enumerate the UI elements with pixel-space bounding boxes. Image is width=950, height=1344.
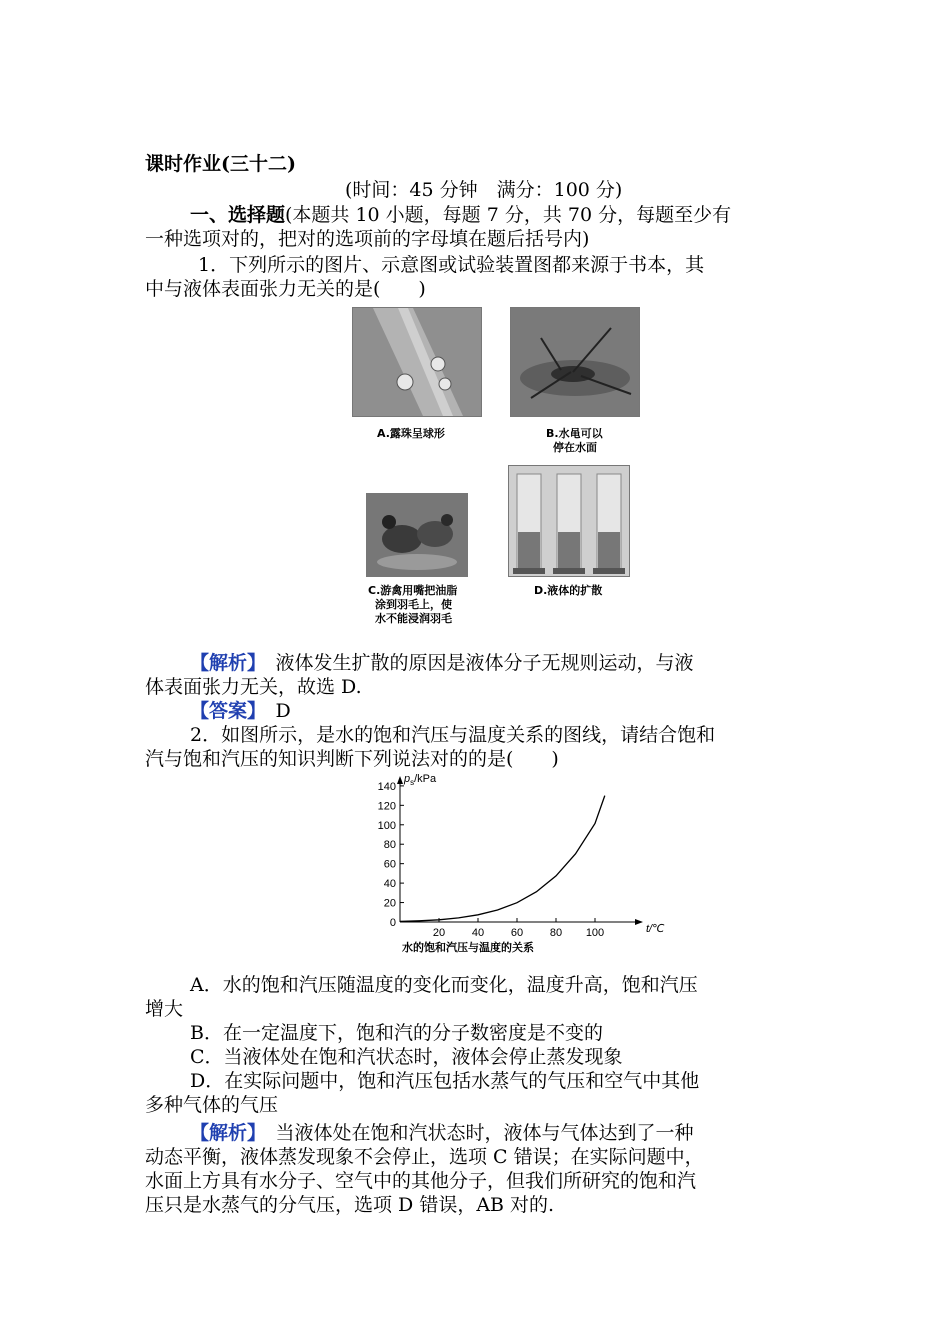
section-instructions: (本题共 10 小题，每题 7 分，共 70 分，每题至少有 xyxy=(285,204,732,226)
y-axis-arrow xyxy=(397,776,403,784)
q2-analysis-tag: 【解析】 xyxy=(190,1122,257,1144)
section-heading: 一、选择题 xyxy=(190,204,286,226)
q2-analysis-line3: 水面上方具有水分子、空气中的其他分子，但我们所研究的饱和汽 xyxy=(145,1170,697,1192)
option-a-line1: A．水的饱和汽压随温度的变化而变化，温度升高，饱和汽压 xyxy=(190,974,698,996)
x-tick-label: 20 xyxy=(432,927,446,939)
image-d-caption: D.液体的扩散 xyxy=(534,584,603,597)
x-tick-label: 80 xyxy=(549,927,563,939)
q1-analysis-text: 液体发生扩散的原因是液体分子无规则运动，与液 xyxy=(275,652,694,674)
option-d-line1: D．在实际问题中，饱和汽压包括水蒸气的气压和空气中其他 xyxy=(190,1070,700,1092)
x-axis-arrow xyxy=(635,919,643,925)
y-tick-label: 120 xyxy=(377,800,396,813)
x-tick-label: 100 xyxy=(585,927,605,939)
y-tick-label: 20 xyxy=(383,897,396,910)
option-a-line2: 增大 xyxy=(145,998,184,1020)
page-title: 课时作业(三十二) xyxy=(145,153,296,175)
water-birds-image xyxy=(366,493,468,577)
image-c-caption-line1: C.游禽用嘴把油脂 xyxy=(368,584,458,597)
y-tick-label: 60 xyxy=(383,858,396,871)
image-c-caption-line3: 水不能浸润羽毛 xyxy=(375,612,452,625)
q2-stem-line1: 2．如图所示，是水的饱和汽压与温度关系的图线，请结合饱和 xyxy=(190,724,716,746)
option-d-line2: 多种气体的气压 xyxy=(145,1094,279,1116)
x-axis-label: t/℃ xyxy=(646,923,665,935)
y-axis-label: $p_s$/kPa xyxy=(404,773,437,787)
y-tick-label: 40 xyxy=(383,878,396,891)
option-b: B．在一定温度下，饱和汽的分子数密度是不变的 xyxy=(190,1022,603,1044)
q1-answer xyxy=(190,699,291,723)
saturation-pressure-curve xyxy=(400,796,605,922)
option-c: C．当液体处在饱和汽状态时，液体会停止蒸发现象 xyxy=(190,1046,623,1068)
q1-analysis-tag: 【解析】 xyxy=(190,652,257,674)
x-tick-label: 40 xyxy=(471,927,485,939)
y-tick-label: 80 xyxy=(383,839,396,852)
q1-answer-tag: 【答案】 xyxy=(190,700,257,722)
image-b-caption-line2: 停在水面 xyxy=(553,441,597,454)
image-b-caption-line1: B.水黾可以 xyxy=(546,427,603,440)
section-instructions-line1 xyxy=(190,203,731,227)
q1-answer-value: D xyxy=(275,700,291,722)
q1-analysis-line1 xyxy=(190,651,694,675)
q1-analysis-line2: 体表面张力无关，故选 D. xyxy=(145,676,362,698)
q2-analysis-text: 当液体处在饱和汽状态时，液体与气体达到了一种 xyxy=(275,1122,694,1144)
saturation-pressure-chart xyxy=(355,770,665,955)
q2-analysis-line1 xyxy=(190,1121,694,1145)
dew-drops-image xyxy=(352,307,482,417)
x-tick-label: 60 xyxy=(510,927,524,939)
water-strider-image xyxy=(510,307,640,417)
q2-analysis-line4: 压只是水蒸气的分气压，选项 D 错误，AB 对的. xyxy=(145,1194,555,1216)
y-tick-label: 0 xyxy=(389,917,396,929)
section-instructions-line2: 一种选项对的，把对的选项前的字母填在题后括号内) xyxy=(145,228,590,250)
time-info: (时间：45 分钟 满分：100 分) xyxy=(345,179,623,201)
y-tick-label: 140 xyxy=(377,780,396,793)
image-a-caption: A.露珠呈球形 xyxy=(377,427,445,440)
y-tick-label: 100 xyxy=(377,819,396,832)
q1-stem-line2: 中与液体表面张力无关的是( ) xyxy=(145,278,426,300)
q2-analysis-line2: 动态平衡，液体蒸发现象不会停止，选项 C 错误；在实际问题中， xyxy=(145,1146,704,1168)
q1-stem-line1: 1．下列所示的图片、示意图或试验装置图都来源于书本，其 xyxy=(198,254,705,276)
q2-stem-line2: 汽与饱和汽压的知识判断下列说法对的的是( ) xyxy=(145,748,559,770)
chart-caption: 水的饱和汽压与温度的关系 xyxy=(402,942,534,954)
image-c-caption-line2: 涂到羽毛上，使 xyxy=(375,598,452,611)
diffusion-tubes-image xyxy=(508,465,630,577)
